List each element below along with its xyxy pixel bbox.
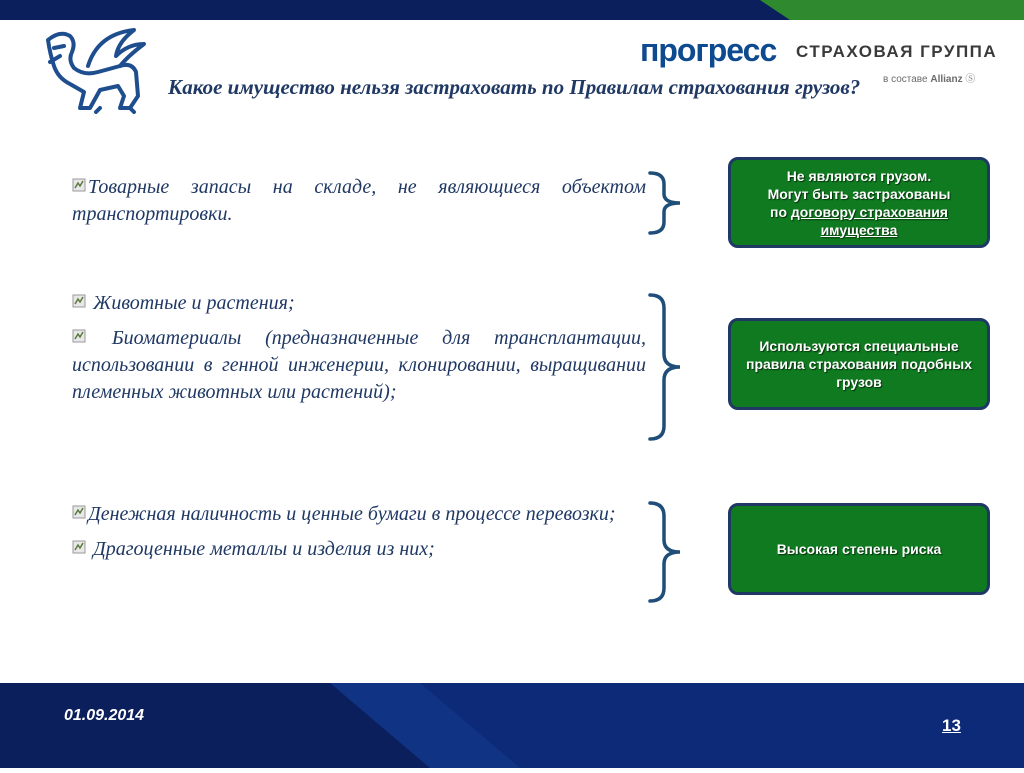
brace-2 [646, 292, 688, 442]
brand-name: прогресс [640, 32, 777, 68]
list-group-3 [72, 501, 646, 571]
footer-date: 01.09.2014 [64, 707, 145, 724]
property-insurance-link-2[interactable]: имущества [820, 221, 898, 238]
list-item: Драгоценные металлы и изделия из них; [72, 536, 646, 563]
brand-sub-partner: Allianz [930, 74, 963, 85]
page-title: Какое имущество нельзя застраховать по Правилам страхования грузов? [168, 75, 861, 99]
list-group-2 [72, 290, 646, 414]
brace-1 [646, 170, 688, 236]
allianz-icon: Ⓢ [965, 74, 976, 85]
bullet-icon [72, 329, 86, 343]
note-box-3: Высокая степень риска [728, 503, 990, 595]
brand-subtitle [883, 70, 975, 85]
list-group-1 [72, 174, 646, 236]
bullet-icon [72, 294, 86, 308]
note-box-2: Используются специальные правила страхования подобных грузов [728, 318, 990, 410]
top-stripe [0, 0, 1024, 20]
footer-band [0, 683, 1024, 768]
page-number[interactable]: 13 [942, 716, 961, 735]
griffin-logo [40, 26, 150, 114]
brand-sub-prefix: в составе [883, 74, 928, 85]
list-item: Биоматериалы (предназначенные для трансплантации, использовании в генной инженерии, клонировании, выращивании племенных животных или растений); [72, 327, 646, 403]
bullet-icon [72, 178, 86, 192]
property-insurance-link[interactable]: договору страхования [790, 203, 948, 220]
note-box-1: Не являются грузом. Могут быть застрахованы по договору страхования имущества [728, 157, 990, 248]
bullet-icon [72, 540, 86, 554]
list-item: Денежная наличность и ценные бумаги в процессе перевозки; [72, 501, 646, 528]
list-item: Товарные запасы на складе, не являющиеся объектом транспортировки. [72, 176, 646, 225]
brand-logo [640, 34, 1000, 84]
bullet-icon [72, 505, 86, 519]
brand-group: СТРАХОВАЯ ГРУППА [796, 42, 998, 61]
list-item: Животные и растения; [72, 290, 646, 317]
brace-3 [646, 500, 688, 604]
